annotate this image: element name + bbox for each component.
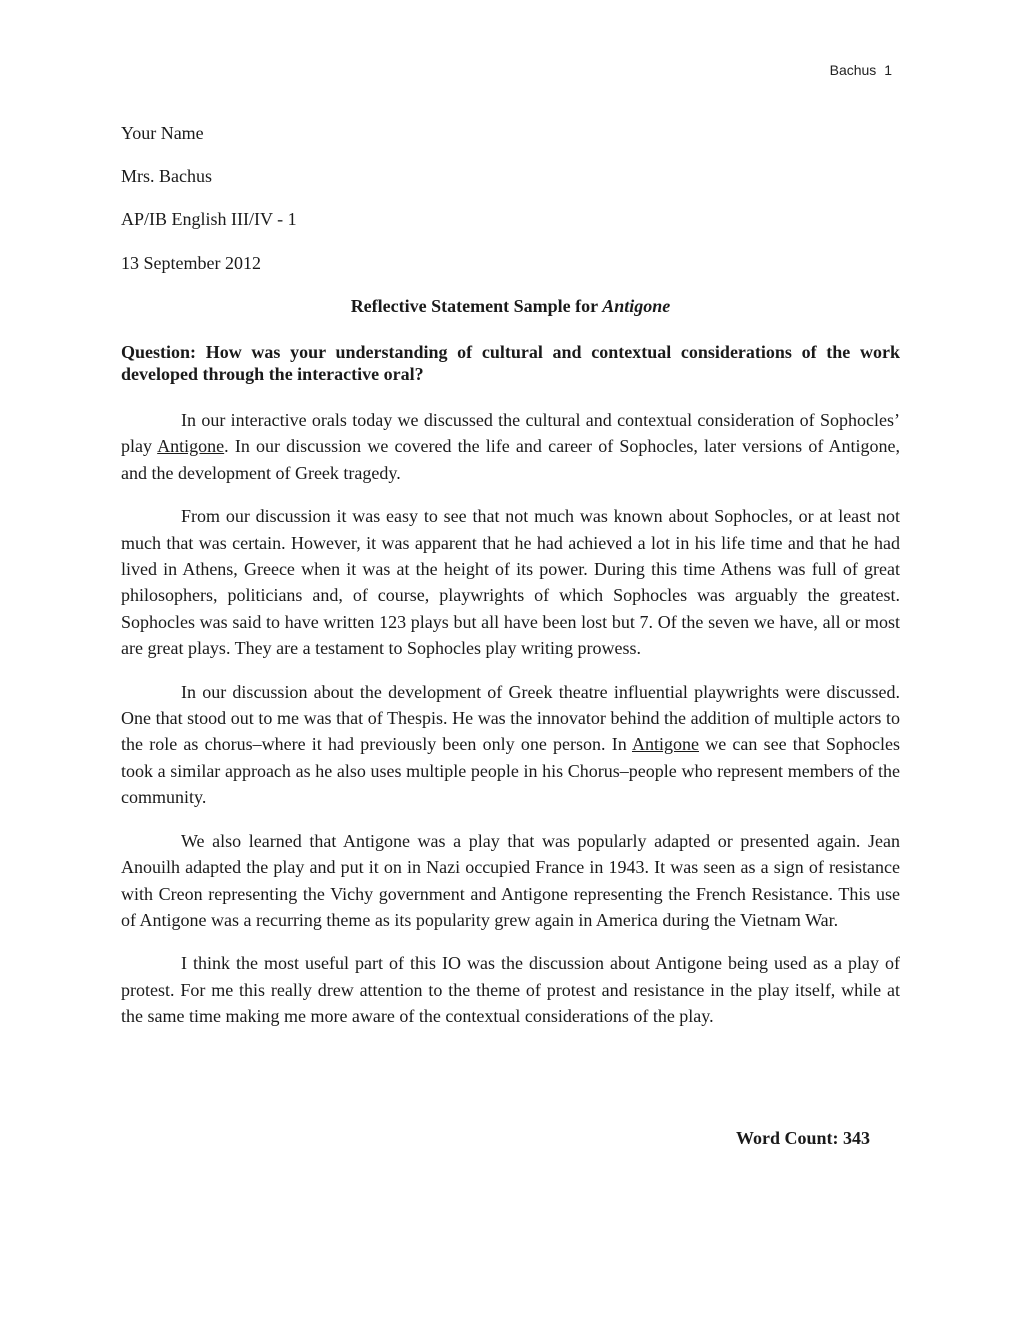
teacher-name: Mrs. Bachus [121, 166, 212, 186]
paragraph-2: From our discussion it was easy to see that not much was known about Sophocles, or at least not much that was certain. However, it was apparent that he had achieved a lot in his life time and that he had lived in Athens, Greece when it was at the height of its power. During this time Athens was full of great philosophers, politicians and, of course, playwrights of which Sophocles was arguably the greatest. Sophocles was said to have written 123 plays but all have been lost but 7. Of the seven we have, all or most are great plays. They are a testament to Sophocles play writing prowess. [121, 506, 900, 659]
play-title-underlined: Antigone [157, 436, 225, 457]
paragraph-1-text-b: . In our discussion we covered the life and career of Sophocles, later versions of Antigone, and the development of Greek tragedy. [121, 436, 900, 483]
body-text [121, 407, 900, 1047]
header-name: Bachus [829, 62, 877, 78]
paragraph-5: I think the most useful part of this IO was the discussion about Antigone being used as a play of protest. For me this really drew attention to the theme of protest and resistance in the play itself, while at the same time making me more aware of the contextual considerations of the play. [121, 953, 900, 1027]
course-name: AP/IB English III/IV - 1 [121, 209, 297, 229]
student-name: Your Name [121, 123, 204, 143]
play-title-underlined: Antigone [631, 734, 699, 755]
question-prompt: Question: How was your understanding of cultural and contextual considerations of the work developed through the interactive oral? [121, 342, 900, 384]
paragraph-1 [121, 407, 900, 486]
word-count: Word Count: 343 [735, 1128, 870, 1148]
document-title [121, 295, 900, 317]
page-number: 1 [884, 62, 892, 78]
paragraph-3 [121, 679, 900, 811]
paragraph-3-text-a: In our discussion about the development of Greek theatre influential playwrights were discussed. One that stood out to me was that of Thespis. He was the innovator behind the addition of multiple actors to the role as chorus–where it had previously been only one person. In [121, 681, 900, 755]
title-prefix: Reflective Statement Sample for [350, 296, 603, 316]
paragraph-1-text-a: In our interactive orals today we discussed the cultural and contextual consideration of Sophocles’ play [121, 410, 900, 457]
title-work: Antigone [602, 296, 671, 316]
paragraph-3-text-b: we can see that Sophocles took a similar approach as he also uses multiple people in his Chorus–people who represent members of the community. [121, 734, 901, 808]
paragraph-4: We also learned that Antigone was a play that was popularly adapted or presented again. Jean Anouilh adapted the play and put it on in Nazi occupied France in 1943. It was seen as a sign of resistance with Creon representing the Vichy government and Antigone representing the French Resistance. This use of Antigone was a recurring theme as its popularity grew again in America during the Vietnam War. [121, 830, 900, 930]
document-date: 13 September 2012 [121, 253, 261, 273]
page-header [830, 62, 892, 78]
